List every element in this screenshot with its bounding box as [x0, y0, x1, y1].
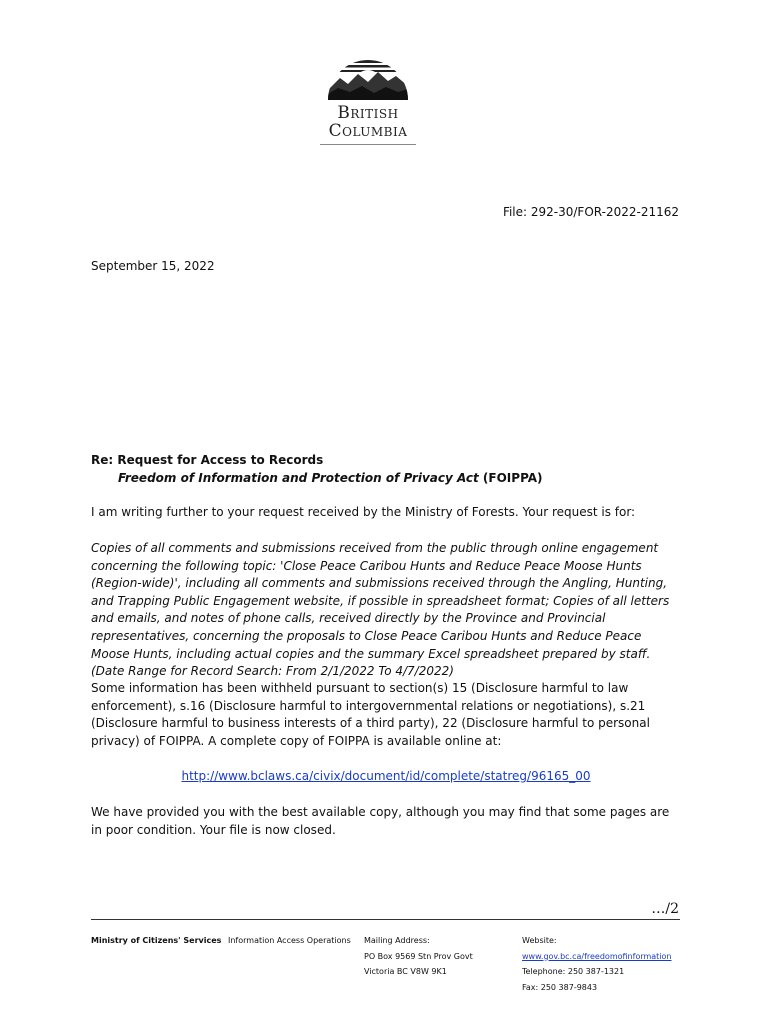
footer-mailing-address: [364, 933, 473, 980]
logo-underline: [320, 144, 416, 145]
logo-text-columbia: Columbia: [328, 121, 408, 141]
fax: Fax: 250 387-9843: [522, 982, 598, 992]
withheld-paragraph: Some information has been withheld pursuant to section(s) 15 (Disclosure harmful to law enforcement), s.16 (Disclosure harmful to intergovernmental relations or negotiations), s.21 (Disclosure harmful to business interests of a third party), 22 (Disclosure harmful to personal privacy) of FOIPPA. A complete copy of FOIPPA is available online at:: [91, 681, 650, 748]
mailing-line-2: Victoria BC V8W 9K1: [364, 967, 447, 976]
website-link[interactable]: www.gov.bc.ca/freedomofinformation: [522, 951, 672, 961]
act-abbreviation: (FOIPPA): [478, 471, 543, 485]
foippa-link[interactable]: http://www.bclaws.ca/civix/document/id/complete/statreg/96165_00: [181, 769, 591, 783]
telephone: Telephone: 250 387-1321: [522, 967, 625, 976]
act-name: Freedom of Information and Protection of Privacy Act: [118, 471, 479, 485]
foippa-link-line: [91, 769, 681, 783]
intro-paragraph: I am writing further to your request received by the Ministry of Forests. Your request is for:: [91, 505, 636, 519]
mailing-line-1: PO Box 9569 Stn Prov Govt: [364, 951, 473, 961]
subject-act-line: [91, 469, 543, 487]
page-continuation: …/2: [651, 901, 679, 917]
website-label: Website:: [522, 936, 557, 945]
letter-date: September 15, 2022: [91, 259, 215, 273]
footer-ministry: Ministry of Citizens' Services: [91, 936, 222, 945]
closing-paragraph: We have provided you with the best available copy, although you may find that some pages are in poor condition. Your file is now closed.: [91, 805, 670, 837]
subject-block: [91, 451, 543, 487]
footer-divider: [91, 919, 680, 920]
bc-government-logo: [312, 44, 424, 145]
file-reference: File: 292-30/FOR-2022-21162: [502, 205, 679, 219]
mailing-label: Mailing Address:: [364, 936, 430, 945]
footer-office: Information Access Operations: [228, 936, 351, 945]
sun-mountains-icon: [326, 44, 410, 102]
request-description: Copies of all comments and submissions received from the public through online engagement concerning the following topic: 'Close Peace Caribou Hunts and Reduce Peace Moose Hunts (Region-wide)', including all comments and submissions received through the Angling, Hunting, and Trapping Public Engagement website, if possible in spreadsheet format; Copies of all letters and emails, and notes of phone calls, received directly by the Province and Provincial representatives, concerning the proposals to Close Peace Caribou Hunts and Reduce Peace Moose Hunts, including actual copies and the summary Excel spreadsheet prepared by staff. (Date Range for Record Search: From 2/1/2022 To 4/7/2022): [91, 541, 670, 679]
footer-contact: [522, 933, 672, 995]
logo-text-british: British: [337, 103, 399, 123]
subject-line: Re: Request for Access to Records: [91, 453, 324, 467]
